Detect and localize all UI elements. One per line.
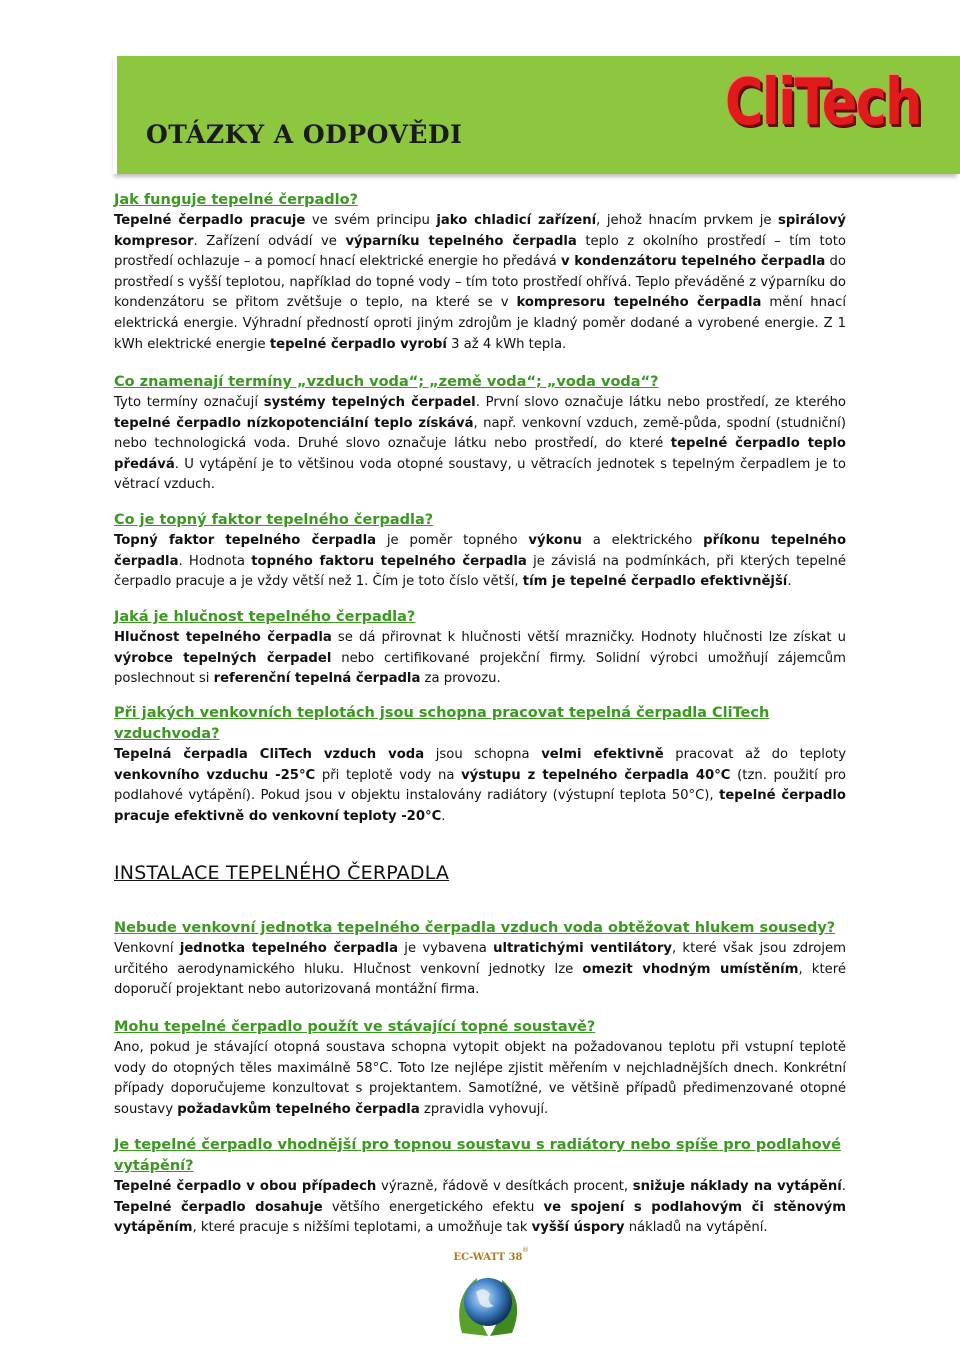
text-run: Ano, pokud je stávající otopná soustava schopna vytopit objekt na požadovanou teplotu při vstupní teplotě vody do otopných těles maximálně 58°C. Toto lze nejlépe zjistit měřením v nejchladnějších dnech. Konkrétní případy doporučujeme konzultovat s projektantem. Samotížné, ve většině případů předimenzované otopné soustavy [114,1040,846,1117]
text-run: výrazně, řádově v desítkách procent, [376,1179,633,1194]
qa-item [114,510,846,593]
bold-run: tepelné čerpadlo vyrobí [269,336,447,352]
text-run: a elektrického [581,533,704,548]
registered-mark: ® [522,1246,529,1254]
text-run: je poměr topného [376,533,529,548]
answer-text [114,211,846,355]
text-run: . [787,574,792,590]
answer-text [114,393,846,496]
bold-run: výrobce tepelných čerpadel [114,650,332,666]
bold-run: tepelné čerpadlo teplo předává [114,436,846,472]
text-run: jsou schopna [424,747,542,762]
bold-run: spirálový kompresor [114,213,846,249]
bold-run: velmi efektivně [541,747,664,762]
text-run: je vybavena [397,941,494,956]
text-run: , které doporučí projektant nebo autorizovaná montážní firma. [114,961,846,998]
answer-text [114,1177,846,1239]
question-heading: Jaká je hlučnost tepelného čerpadla? [114,609,416,625]
bold-run: systémy tepelných čerpadel [263,395,476,410]
text-run: nebo certifikované projekční firmy. Solidní výrobci umožňují zájemcům poslechnout si [114,650,846,687]
text-run: většího energetického efektu [322,1199,544,1215]
qa-item [114,372,846,496]
text-run: . Hodnota [178,553,252,569]
bold-run: omezit vhodným umístěním [582,961,799,977]
question-heading: Nebude venkovní jednotka tepelného čerpadla vzduch voda obtěžovat hlukem sousedy? [114,920,836,936]
bold-run: referenční tepelná čerpadla [213,671,421,687]
bold-run: Hlučnost tepelného čerpadla [114,630,332,645]
bold-run: Tepelné čerpadlo dosahuje [114,1199,323,1215]
section-title: INSTALACE TEPELNÉHO ČERPADLA [114,862,450,884]
text-run: teplo z okolního prostředí – tím toto prostředí ochlazuje – a pomocí hnací elektrické energie ho předává [114,233,846,270]
bold-run: topného faktoru tepelného čerpadla [251,553,527,569]
answer-text [114,939,846,1001]
text-run: , které pracuje s nižšími teplotami, a umožňuje tak [192,1220,532,1236]
question-heading: Při jakých venkovních teplotách jsou schopna pracovat tepelná čerpadla CliTech vzduchvoda? [114,705,770,742]
text-run: ve svém principu [305,213,437,228]
text-run: . [441,808,446,824]
question-heading: Je tepelné čerpadlo vhodnější pro topnou soustavu s radiátory nebo spíše pro podlahové vytápění? [114,1137,841,1174]
text-run: se dá přirovnat k hlučnosti větší mrazničky. Hodnoty hlučnosti lze získat u [331,630,846,645]
answer-text [114,531,846,593]
text-run: . [841,1179,846,1194]
question-heading: Co znamenají termíny „vzduch voda“; „země voda“; „voda voda“? [114,374,659,390]
globe-leaf-icon [442,1238,534,1350]
bold-run: vyšší úspory [531,1220,625,1236]
text-run: při teplotě vody na [315,767,462,783]
qa-item [114,190,846,355]
text-run: , jehož hnacím prvkem je [596,213,778,228]
bold-run: venkovního vzduchu -25°C [114,767,316,783]
bold-run: jako chladicí zařízení [436,213,597,228]
text-run: . První slovo označuje látku nebo prostředí, ze kterého [475,395,846,410]
bold-run: snižuje náklady na vytápění [632,1179,842,1194]
qa-item [114,607,846,690]
clitech-logo: CliTech [725,66,921,140]
qa-item [114,1135,846,1239]
text-run: Venkovní [114,941,180,956]
bold-run: tepelné čerpadlo nízkopotenciální teplo získává [114,415,474,431]
text-run: , např. venkovní vzduch, země-půda, spodní (studniční) nebo technologická voda. Druhé slovo označuje látku nebo prostředí, do které [114,415,846,452]
answer-text [114,745,846,827]
ecowatt-badge [442,1238,534,1350]
bold-run: tepelné čerpadlo pracuje efektivně do venkovní teploty -20°C [114,788,846,824]
qa-item [114,1017,846,1120]
question-heading: Jak funguje tepelné čerpadlo? [114,192,359,208]
text-run: mění hnací elektrická energie. Výhradní předností oproti jiným zdrojům je kladný poměr dodané a vyrobené energie. Z 1 kWh elektrické energie [114,295,847,352]
page-title: OTÁZKY A ODPOVĚDI [146,120,463,149]
bold-run: Tepelné čerpadlo v obou případech [114,1179,377,1194]
qa-item [114,918,846,1001]
answer-text [114,1038,846,1120]
text-run: je závislá na podmínkách, při kterých tepelné čerpadlo pracuje a je vždy větší než 1. Čím je toto číslo větší, [114,553,846,590]
text-run: pracovat až do teploty [663,747,847,762]
bold-run: požadavkům tepelného čerpadla [177,1101,420,1117]
question-heading: Mohu tepelné čerpadlo použít ve stávající topné soustavě? [114,1019,596,1035]
bold-run: jednotka tepelného čerpadla [179,941,398,956]
answer-text [114,628,846,690]
bold-run: v kondenzátoru tepelného čerpadla [560,254,826,270]
text-run: zpravidla vyhovují. [419,1101,549,1117]
bold-run: ve spojení s podlahovým či stěnovým vytápěním [114,1199,846,1236]
bold-run: výkonu [528,533,582,548]
bold-run: kompresoru tepelného čerpadla [516,295,762,311]
bold-run: výstupu z tepelného čerpadla 40°C [461,767,731,783]
bold-run: Tepelná čerpadla CliTech vzduch voda [114,747,425,762]
text-run: . Zařízení odvádí ve [193,233,346,249]
bold-run: ultratichými ventilátory [493,941,672,956]
bold-run: výparníku tepelného čerpadla [345,233,577,249]
text-run: 3 až 4 kWh tepla. [446,336,567,352]
bold-run: Tepelné čerpadlo pracuje [114,213,306,228]
text-run: do prostředí s vyšší teplotou, například do topné vody – tím toto prostředí ohřívá. Teplo převáděné z výparníku do kondenzátoru se přitom zvětšuje o teplo, na které se v [114,254,846,311]
bold-run: příkonu tepelného čerpadla [114,533,847,569]
text-run: , které však jsou zdrojem určitého aerodynamického hluku. Hlučnost venkovní jednotky lze [114,941,846,977]
question-heading: Co je topný faktor tepelného čerpadla? [114,512,434,528]
qa-item [114,703,846,827]
text-run: (tzn. použití pro podlahové vytápění). Pokud jsou v objektu instalovány radiátory (výstupní teplota 50°C), [114,767,846,804]
text-run: . U vytápění je to většinou voda otopné soustavy, u větracích jednotek s tepelným čerpadlem je to větrací vzduch. [114,456,846,493]
bold-run: Topný faktor tepelného čerpadla [114,533,377,548]
text-run: za provozu. [420,671,501,687]
bold-run: tím je tepelné čerpadlo efektivnější [522,574,788,590]
badge-text: EC-WATT 38 [453,1252,523,1263]
text-run: Tyto termíny označují [114,395,264,410]
text-run: nákladů na vytápění. [624,1220,768,1236]
